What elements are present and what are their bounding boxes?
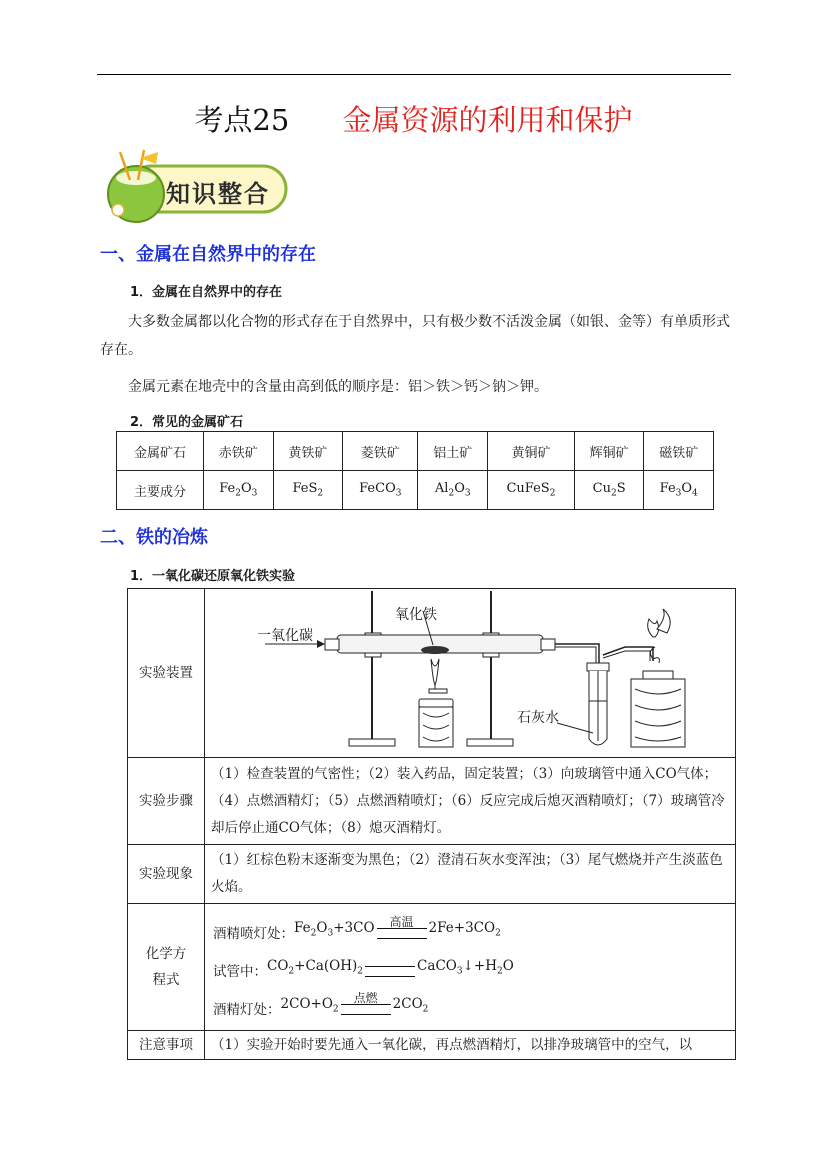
phenomena-text: （1）红棕色粉末逐渐变为黑色；（2）澄清石灰水变浑浊；（3）尾气燃烧并产生淡蓝色火焰。 bbox=[205, 845, 736, 904]
ore-name: 黄铁矿 bbox=[273, 432, 343, 471]
equation-1-prefix: 酒精喷灯处： bbox=[213, 926, 294, 942]
equations-cell bbox=[205, 904, 736, 1031]
equation-3-prefix: 酒精灯处： bbox=[213, 1002, 281, 1018]
phenomena-row bbox=[128, 845, 736, 904]
ore-formula: $Cu_2S$ bbox=[574, 471, 644, 510]
badge-label: 知识整合 bbox=[166, 180, 270, 208]
equations-label bbox=[128, 904, 205, 1031]
co-label: 一氧化碳 bbox=[257, 628, 313, 644]
steps-label: 实验步骤 bbox=[128, 758, 205, 845]
section1-sub1: 1．金属在自然界中的存在 bbox=[130, 285, 283, 300]
equation-3-condition: 点燃 bbox=[353, 991, 378, 1005]
equation-2-right: $CaCO_3↓+H_2O$ bbox=[417, 958, 514, 977]
equation-3 bbox=[213, 986, 727, 1024]
page-title bbox=[0, 100, 827, 140]
formula-row-header: 主要成分 bbox=[117, 471, 204, 510]
equation-2-left: $CO_2+Ca(OH)_2$ bbox=[267, 958, 364, 977]
phenomena-label: 实验现象 bbox=[128, 845, 205, 904]
ore-name: 磁铁矿 bbox=[644, 432, 714, 471]
equation-3-equals bbox=[341, 991, 391, 1015]
section1-paragraph2: 金属元素在地壳中的含量由高到低的顺序是：铝＞铁＞钙＞钠＞钾。 bbox=[128, 379, 548, 395]
equation-2-prefix: 试管中： bbox=[213, 964, 267, 980]
equation-2 bbox=[213, 948, 727, 986]
steps-row bbox=[128, 758, 736, 845]
section2-heading: 二、铁的冶炼 bbox=[100, 527, 208, 548]
ore-formula: FeCO$_3$ bbox=[343, 471, 418, 510]
apparatus-row bbox=[128, 589, 736, 758]
section1-sub2: 2．常见的金属矿石 bbox=[130, 415, 244, 430]
ore-name-row bbox=[117, 432, 714, 471]
apparatus-cell bbox=[205, 589, 736, 758]
equation-1-equals bbox=[377, 915, 427, 939]
equation-1-left: $Fe_2O_3+3CO$ bbox=[294, 920, 375, 939]
ore-row-header: 金属矿石 bbox=[117, 432, 204, 471]
limewater-label: 石灰水 bbox=[517, 710, 559, 726]
notes-row bbox=[128, 1031, 736, 1060]
apparatus-diagram bbox=[205, 589, 732, 757]
title-number: 考点25 bbox=[194, 103, 290, 137]
equation-2-equals bbox=[365, 966, 415, 977]
section1-paragraph1: 大多数金属都以化合物的形式存在于自然界中，只有极少数不活泼金属（如银、金等）有单质形式存在。 bbox=[100, 314, 730, 358]
ore-name: 赤铁矿 bbox=[204, 432, 274, 471]
equation-3-right: $2CO_2$ bbox=[392, 996, 429, 1015]
experiment-table bbox=[127, 588, 736, 1060]
apparatus-label: 实验装置 bbox=[128, 589, 205, 758]
header-rule bbox=[97, 74, 731, 75]
ore-formula: $Al_2O_3$ bbox=[418, 471, 488, 510]
ore-formula: FeS$_2$ bbox=[273, 471, 343, 510]
section2-sub1: 1．一氧化碳还原氧化铁实验 bbox=[130, 569, 296, 584]
equations-row bbox=[128, 904, 736, 1031]
equations-label-text: 化学方程式 bbox=[145, 946, 187, 988]
section1-heading: 一、金属在自然界中的存在 bbox=[100, 244, 316, 265]
notes-text: （1）实验开始时要先通入一氧化碳，再点燃酒精灯，以排净玻璃管中的空气，以 bbox=[205, 1031, 736, 1060]
equation-1-right: $2Fe+3CO_2$ bbox=[428, 920, 501, 939]
notes-label: 注意事项 bbox=[128, 1031, 205, 1060]
equation-3-left: $2CO+O_2$ bbox=[280, 996, 339, 1015]
ore-table bbox=[116, 431, 714, 510]
fe2o3-label: 氧化铁 bbox=[395, 607, 437, 623]
equation-1 bbox=[213, 910, 727, 948]
title-name: 金属资源的利用和保护 bbox=[342, 103, 633, 137]
ore-name: 黄铜矿 bbox=[488, 432, 575, 471]
ore-formula: $Fe_2O_3$ bbox=[204, 471, 274, 510]
ore-name: 菱铁矿 bbox=[343, 432, 418, 471]
ore-name: 铝土矿 bbox=[418, 432, 488, 471]
ore-formula-row bbox=[117, 471, 714, 510]
ore-formula: CuFeS$_2$ bbox=[488, 471, 575, 510]
knowledge-badge bbox=[100, 148, 290, 224]
ore-name: 辉铜矿 bbox=[574, 432, 644, 471]
steps-text: （1）检查装置的气密性；（2）装入药品，固定装置；（3）向玻璃管中通入CO气体；（4）点燃酒精灯；（5）点燃酒精喷灯；（6）反应完成后熄灭酒精喷灯；（7）玻璃管冷却后停止通CO气体；（8）熄灭酒精灯。 bbox=[205, 758, 736, 845]
equation-1-condition: 高温 bbox=[389, 915, 414, 929]
ore-formula: $Fe_3O_4$ bbox=[644, 471, 714, 510]
